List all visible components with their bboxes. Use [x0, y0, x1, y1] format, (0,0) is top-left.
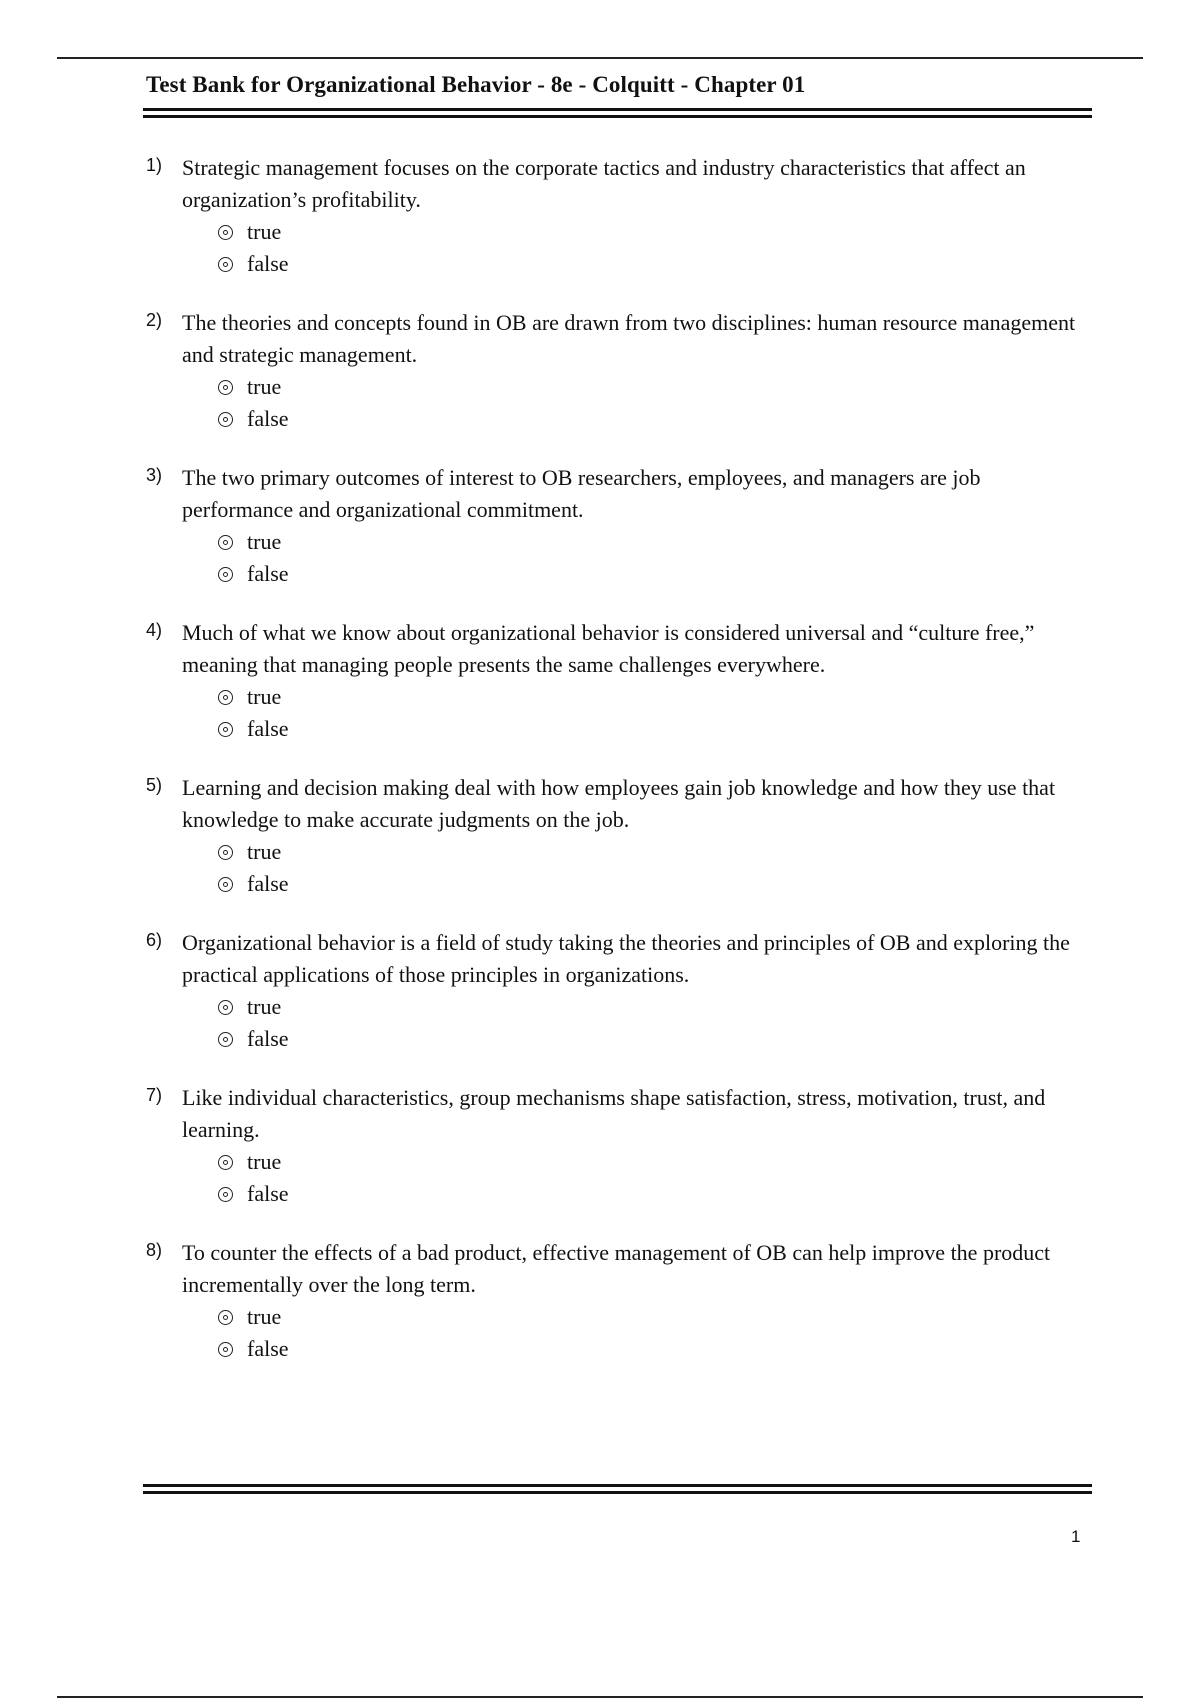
option-label: true [247, 374, 282, 399]
question-list [146, 152, 1096, 1392]
radio-icon[interactable] [218, 845, 233, 860]
question-text: To counter the effects of a bad product, effective management of OB can help improve the product incrementally over the long term. [182, 1240, 1051, 1297]
question-item [146, 772, 1096, 900]
option-label: true [247, 1304, 282, 1329]
question-number: 8) [146, 1240, 163, 1260]
option-label: true [247, 529, 282, 554]
answer-options [182, 991, 1096, 1055]
option-label: true [247, 994, 282, 1019]
option-false[interactable] [218, 868, 1096, 900]
question-number: 6) [146, 930, 163, 950]
header-double-rule [143, 108, 1092, 118]
page-number: 1 [1071, 1527, 1081, 1546]
radio-icon[interactable] [218, 1310, 233, 1325]
option-true[interactable] [218, 836, 1096, 868]
radio-icon[interactable] [218, 1155, 233, 1170]
option-label: false [247, 1026, 289, 1051]
option-false[interactable] [218, 1333, 1096, 1365]
option-label: false [247, 251, 289, 276]
option-true[interactable] [218, 1146, 1096, 1178]
question-item [146, 462, 1096, 590]
question-item [146, 617, 1096, 745]
radio-icon[interactable] [218, 225, 233, 240]
radio-icon[interactable] [218, 877, 233, 892]
page-bottom-border [57, 1696, 1143, 1698]
question-item [146, 1237, 1096, 1365]
option-label: false [247, 561, 289, 586]
footer-double-rule [143, 1484, 1092, 1494]
radio-icon[interactable] [218, 1342, 233, 1357]
page-top-border [57, 57, 1143, 59]
option-label: false [247, 406, 289, 431]
option-true[interactable] [218, 526, 1096, 558]
question-text: Organizational behavior is a field of study taking the theories and principles of OB and exploring the practical applications of those principles in organizations. [182, 930, 1070, 987]
radio-icon[interactable] [218, 1000, 233, 1015]
question-number: 7) [146, 1085, 163, 1105]
radio-icon[interactable] [218, 257, 233, 272]
radio-icon[interactable] [218, 690, 233, 705]
option-false[interactable] [218, 403, 1096, 435]
answer-options [182, 836, 1096, 900]
option-true[interactable] [218, 216, 1096, 248]
question-text: Strategic management focuses on the corporate tactics and industry characteristics that affect an organization’s profitability. [182, 155, 1026, 212]
radio-icon[interactable] [218, 412, 233, 427]
option-label: true [247, 1149, 282, 1174]
radio-icon[interactable] [218, 380, 233, 395]
question-number: 3) [146, 465, 163, 485]
question-number: 4) [146, 620, 163, 640]
option-label: true [247, 839, 282, 864]
option-false[interactable] [218, 1178, 1096, 1210]
radio-icon[interactable] [218, 567, 233, 582]
option-false[interactable] [218, 248, 1096, 280]
radio-icon[interactable] [218, 1187, 233, 1202]
question-number: 1) [146, 155, 163, 175]
question-text: Like individual characteristics, group mechanisms shape satisfaction, stress, motivation, trust, and learning. [182, 1085, 1046, 1142]
option-label: true [247, 684, 282, 709]
question-item [146, 152, 1096, 280]
option-false[interactable] [218, 558, 1096, 590]
option-label: true [247, 219, 282, 244]
option-false[interactable] [218, 1023, 1096, 1055]
question-item [146, 927, 1096, 1055]
option-true[interactable] [218, 991, 1096, 1023]
answer-options [182, 371, 1096, 435]
question-number: 2) [146, 310, 163, 330]
question-text: The theories and concepts found in OB are drawn from two disciplines: human resource management and strategic management. [182, 310, 1076, 367]
radio-icon[interactable] [218, 535, 233, 550]
radio-icon[interactable] [218, 722, 233, 737]
question-item [146, 307, 1096, 435]
question-text: The two primary outcomes of interest to OB researchers, employees, and managers are job performance and organizational commitment. [182, 465, 981, 522]
option-true[interactable] [218, 1301, 1096, 1333]
option-label: false [247, 1181, 289, 1206]
answer-options [182, 1146, 1096, 1210]
option-label: false [247, 716, 289, 741]
option-false[interactable] [218, 713, 1096, 745]
question-text: Much of what we know about organizational behavior is considered universal and “culture free,” meaning that managing people presents the same challenges everywhere. [182, 620, 1035, 677]
document-title: Test Bank for Organizational Behavior - 8e - Colquitt - Chapter 01 [146, 72, 806, 97]
answer-options [182, 216, 1096, 280]
answer-options [182, 1301, 1096, 1365]
question-number: 5) [146, 775, 163, 795]
question-text: Learning and decision making deal with how employees gain job knowledge and how they use that knowledge to make accurate judgments on the job. [182, 775, 1056, 832]
answer-options [182, 681, 1096, 745]
option-label: false [247, 1336, 289, 1361]
answer-options [182, 526, 1096, 590]
option-true[interactable] [218, 371, 1096, 403]
option-true[interactable] [218, 681, 1096, 713]
question-item [146, 1082, 1096, 1210]
radio-icon[interactable] [218, 1032, 233, 1047]
option-label: false [247, 871, 289, 896]
